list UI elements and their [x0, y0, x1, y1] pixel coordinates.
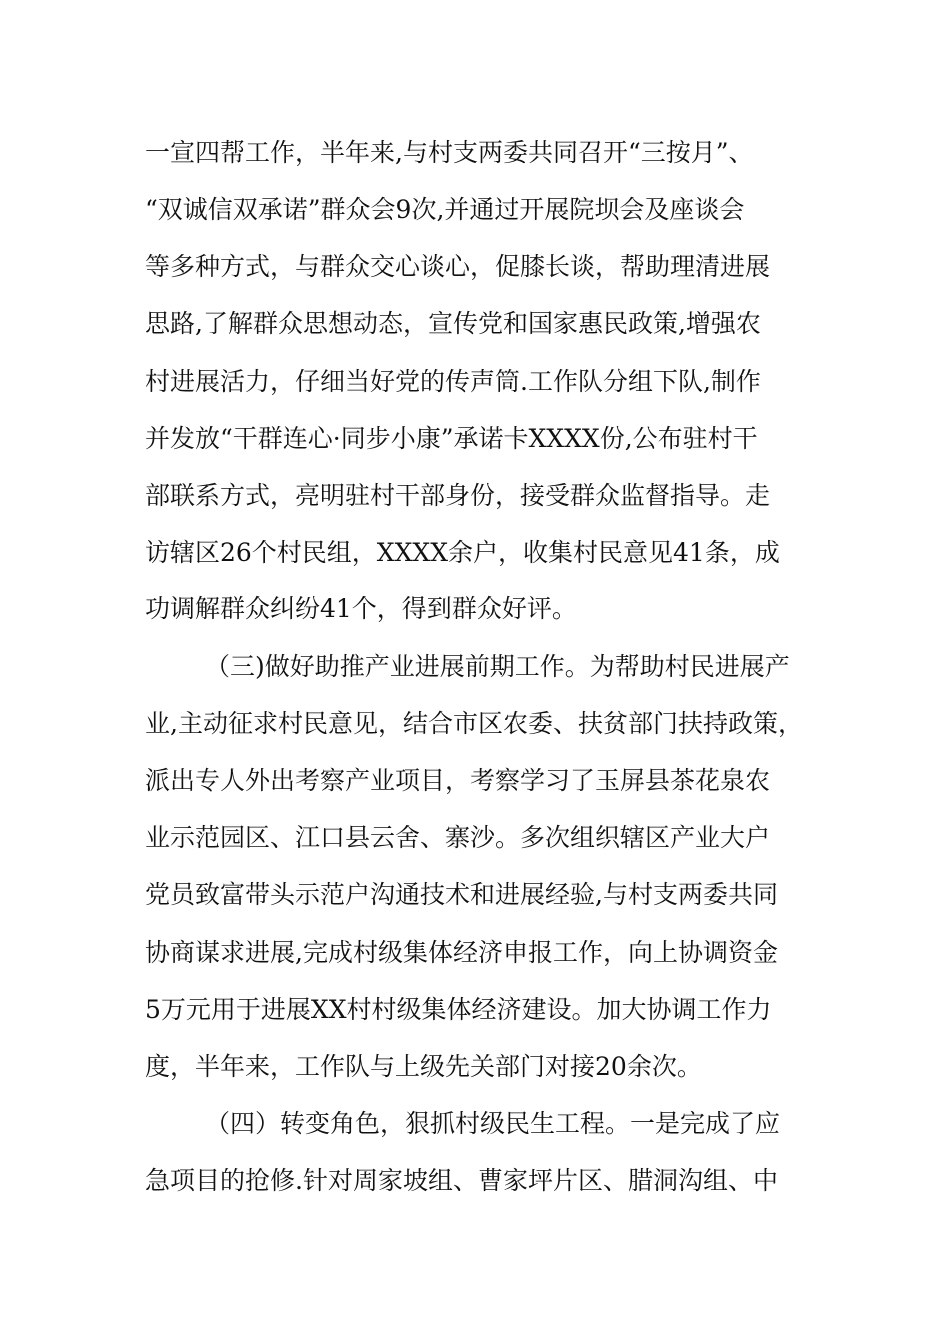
paragraph-line: 急项目的抢修.针对周家坡组、曹家坪片区、腊洞沟组、中: [145, 1166, 778, 1195]
paragraph-line: 并发放“干群连心·同步小康”承诺卡XXXX份,公布驻村干: [145, 424, 758, 453]
paragraph-line: 业示范园区、江口县云舍、寨沙。多次组织辖区产业大户: [145, 823, 771, 852]
paragraph-line: 思路,了解群众思想动态，宣传党和国家惠民政策,增强农: [145, 309, 761, 338]
paragraph-line: 度，半年来，工作队与上级先关部门对接20余次。: [145, 1052, 702, 1081]
paragraph-line: 派出专人外出考察产业项目，考察学习了玉屏县茶花泉农: [145, 766, 771, 795]
paragraph-line: 等多种方式，与群众交心谈心，促膝长谈，帮助理清进展: [145, 252, 771, 281]
paragraph-line: 5万元用于进展XX村村级集体经济建设。加大协调工作力: [145, 995, 772, 1024]
paragraph-line: 村进展活力，仔细当好党的传声筒.工作队分组下队,制作: [145, 367, 761, 396]
paragraph-line: 部联系方式，亮明驻村干部身份，接受群众监督指导。走: [145, 481, 771, 510]
paragraph-line: 党员致富带头示范户沟通技术和进展经验,与村支两委共同: [145, 880, 778, 909]
paragraph-line: 业,主动征求村民意见，结合市区农委、扶贫部门扶持政策，: [145, 709, 803, 738]
section-heading-line: （三)做好助推产业进展前期工作。为帮助村民进展产: [205, 652, 790, 681]
paragraph-line: 一宣四帮工作，半年来,与村支两委共同召开“三按月”、: [145, 138, 754, 167]
paragraph-line: “双诚信双承诺”群众会9次,并通过开展院坝会及座谈会: [145, 195, 745, 224]
section-heading-line: （四）转变角色，狠抓村级民生工程。一是完成了应: [205, 1109, 781, 1138]
paragraph-line: 协商谋求进展,完成村级集体经济申报工作，向上协调资金: [145, 938, 778, 967]
paragraph-line: 访辖区26个村民组，XXXX余户，收集村民意见41条，成: [145, 538, 780, 567]
paragraph-line: 功调解群众纠纷41个，得到群众好评。: [145, 594, 577, 623]
